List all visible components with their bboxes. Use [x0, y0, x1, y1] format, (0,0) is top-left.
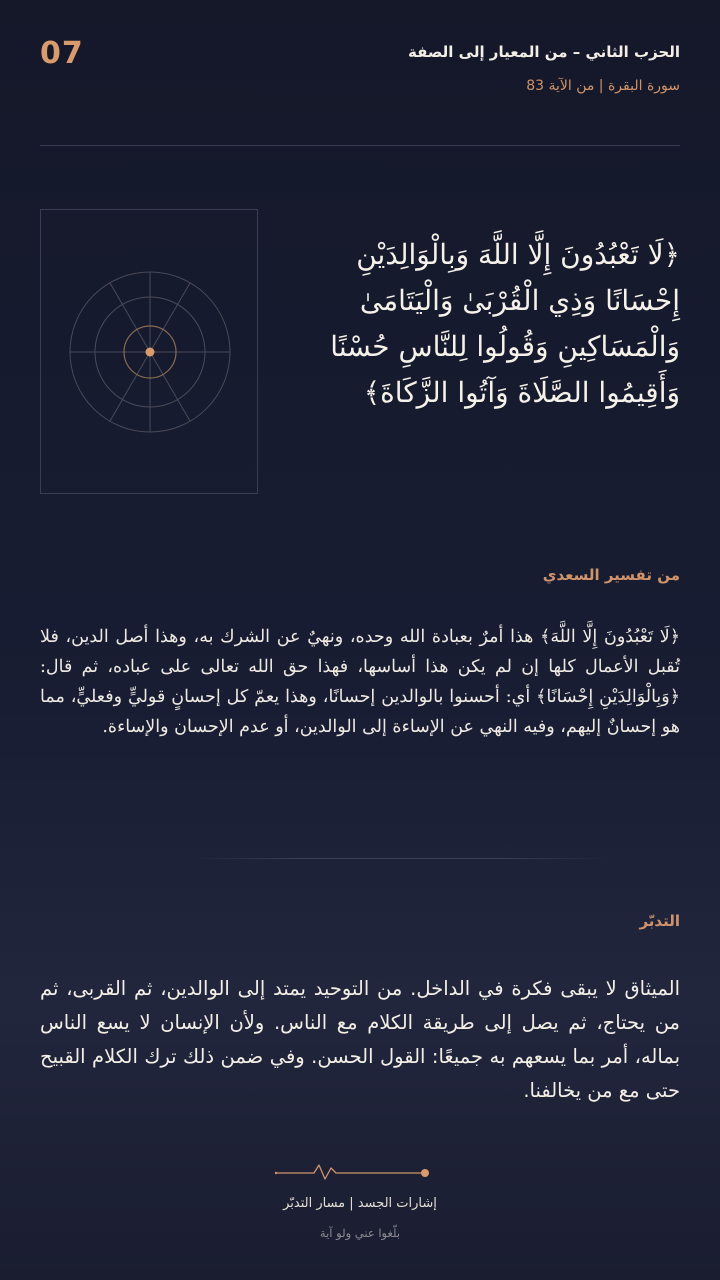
page-title: الحزب الثاني – من المعيار إلى الصفة: [407, 43, 680, 61]
page-number: 07: [40, 36, 84, 71]
verse-line: وَالْمَسَاكِينِ وَقُولُوا لِلنَّاسِ حُسْنًا: [330, 330, 680, 363]
verse-line: ﴿لَا تَعْبُدُونَ إِلَّا اللَّهَ وَبِالْوَالِدَيْنِ: [356, 238, 680, 271]
quran-verse: [280, 232, 680, 416]
reflection-section-title: التدبّر: [639, 912, 680, 930]
reflection-body: الميثاق لا يبقى فكرة في الداخل. من التوحيد يمتد إلى الوالدين، ثم القربى، ثم من يحتاج، ثم يصل إلى طريقة الكلام مع الناس. ولأن الإنسان لا يسع الناس بماله، أمر بما يسعهم به جميعًا: القول الحسن. وفي ضمن ذلك ترك الكلام القبيح حتى مع من يخالفنا.: [40, 977, 680, 1102]
tafsir-body: ﴿لَا تَعْبُدُونَ إِلَّا اللَّهَ﴾ هذا أمرٌ بعبادة الله وحده، ونهيٌ عن الشرك به، وهذا أصل الدين، فلا تُقبل الأعمال كلها إن لم يكن هذا أساسها، فهذا حق الله تعالى على عباده، ثم قال: ﴿وَبِالْوَالِدَيْنِ إِحْسَانًا﴾ أي: أحسنوا بالوالدين إحسانًا، وهذا يعمّ كل إحسانٍ قوليٍّ وفعليٍّ، مما هو إحسانٌ إليهم، وفيه النهي عن الإساءة إلى الوالدين، أو عدم الإحسان والإساءة.: [40, 627, 680, 737]
verse-line: إِحْسَانًا وَذِي الْقُرْبَىٰ وَالْيَتَامَىٰ: [359, 284, 680, 317]
header-divider: [40, 145, 680, 146]
footer-motto: بلّغوا عني ولو آية: [319, 1226, 401, 1240]
section-divider: [190, 858, 610, 859]
verse-line: وَأَقِيمُوا الصَّلَاةَ وَآتُوا الزَّكَاةَ﴾: [363, 376, 680, 409]
emblem-panel: [40, 209, 258, 494]
footer-title: إشارات الجسد | مسار التدبّر: [283, 1196, 437, 1211]
tafsir-section-title: من تفسير السعدي: [542, 566, 680, 584]
page-subtitle: سورة البقرة | من الآية 83: [526, 78, 680, 94]
heartbeat-line-icon: [274, 1162, 434, 1182]
concentric-circles-emblem-icon: [41, 210, 259, 495]
